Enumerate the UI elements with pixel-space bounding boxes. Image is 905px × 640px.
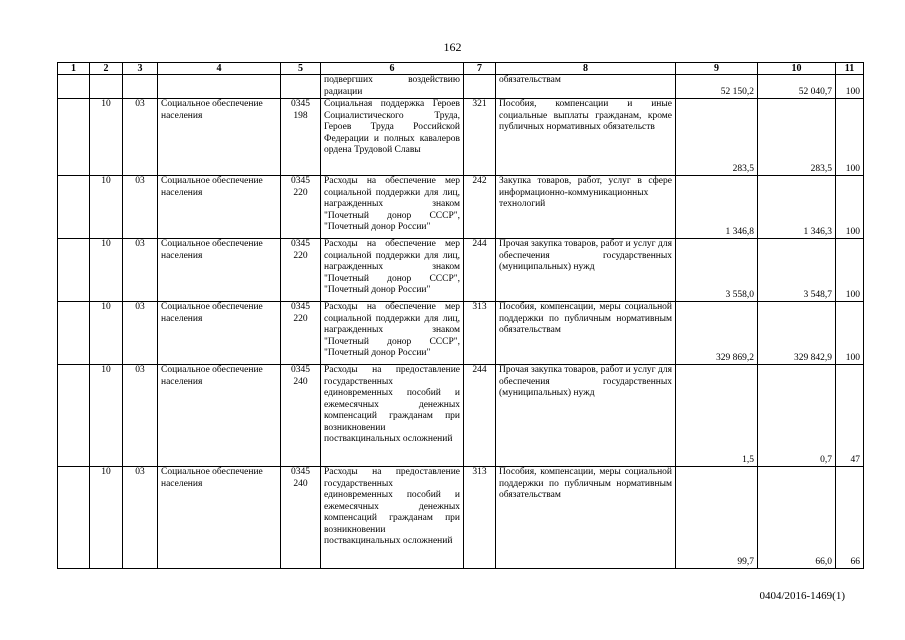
cell-target-code: 0345 198 — [281, 99, 321, 176]
cell-section: 10 — [90, 302, 123, 365]
header-cell: 9 — [676, 63, 758, 75]
table-row — [58, 75, 864, 99]
cell-expense-code: 244 — [464, 365, 496, 467]
cell-planned: 3 558,0 — [676, 239, 758, 302]
cell-percent: 66 — [836, 467, 864, 569]
cell-percent: 100 — [836, 75, 864, 99]
cell-target-code: 0345 220 — [281, 176, 321, 239]
cell-executed: 329 842,9 — [758, 302, 836, 365]
cell-section-name: Социальное обеспечение населения — [158, 176, 281, 239]
cell-target-code: 0345 220 — [281, 239, 321, 302]
cell-expense-code: 321 — [464, 99, 496, 176]
cell-expense-name: Закупка товаров, работ, услуг в сфере информационно-коммуникационных технологий — [496, 176, 676, 239]
cell-col1 — [58, 99, 90, 176]
header-cell: 8 — [496, 63, 676, 75]
cell-col1 — [58, 75, 90, 99]
cell-expense-code: 242 — [464, 176, 496, 239]
cell-target-name: подвергших воздействию радиации — [321, 75, 464, 99]
header-cell: 1 — [58, 63, 90, 75]
table-row — [58, 365, 864, 467]
budget-table — [57, 62, 864, 569]
cell-target-code: 0345 220 — [281, 302, 321, 365]
cell-expense-name: Пособия, компенсации, меры социальной поддержки по публичным нормативным обязательствам — [496, 467, 676, 569]
cell-section-name: Социальное обеспечение населения — [158, 302, 281, 365]
table-row — [58, 176, 864, 239]
cell-section: 10 — [90, 99, 123, 176]
table-row — [58, 302, 864, 365]
cell-expense-name: обязательствам — [496, 75, 676, 99]
cell-col1 — [58, 302, 90, 365]
cell-executed: 66,0 — [758, 467, 836, 569]
header-cell: 11 — [836, 63, 864, 75]
cell-expense-code — [464, 75, 496, 99]
cell-subsection: 03 — [123, 302, 158, 365]
cell-col1 — [58, 239, 90, 302]
table-row — [58, 99, 864, 176]
cell-expense-name: Пособия, компенсации, меры социальной поддержки по публичным нормативным обязательствам — [496, 302, 676, 365]
cell-percent: 100 — [836, 176, 864, 239]
cell-section: 10 — [90, 467, 123, 569]
cell-executed: 52 040,7 — [758, 75, 836, 99]
cell-expense-name: Прочая закупка товаров, работ и услуг для обеспечения государственных (муниципальных) нужд — [496, 365, 676, 467]
header-cell: 10 — [758, 63, 836, 75]
header-cell: 6 — [321, 63, 464, 75]
cell-expense-code: 313 — [464, 467, 496, 569]
cell-section-name: Социальное обеспечение населения — [158, 239, 281, 302]
cell-target-name: Расходы на предоставление государственных единовременных пособий и ежемесячных денежных компенсаций гражданам при возникновении поствакцинальных осложнений — [321, 365, 464, 467]
cell-target-name: Расходы на обеспечение мер социальной поддержки для лиц, награжденных знаком "Почетный донор СССР", "Почетный донор России" — [321, 302, 464, 365]
cell-target-name: Социальная поддержка Героев Социалистического Труда, Героев Труда Российской Федерации и полных кавалеров ордена Трудовой Славы — [321, 99, 464, 176]
cell-subsection — [123, 75, 158, 99]
cell-planned: 52 150,2 — [676, 75, 758, 99]
cell-percent: 100 — [836, 239, 864, 302]
cell-planned: 329 869,2 — [676, 302, 758, 365]
cell-section-name — [158, 75, 281, 99]
cell-subsection: 03 — [123, 365, 158, 467]
cell-target-code: 0345 240 — [281, 365, 321, 467]
cell-subsection: 03 — [123, 99, 158, 176]
header-cell: 3 — [123, 63, 158, 75]
cell-expense-name: Пособия, компенсации и иные социальные выплаты гражданам, кроме публичных нормативных обязательств — [496, 99, 676, 176]
cell-target-name: Расходы на обеспечение мер социальной поддержки для лиц, награжденных знаком "Почетный донор СССР", "Почетный донор России" — [321, 239, 464, 302]
table-row — [58, 239, 864, 302]
cell-subsection: 03 — [123, 239, 158, 302]
cell-percent: 100 — [836, 99, 864, 176]
header-row — [58, 63, 864, 75]
cell-section: 10 — [90, 176, 123, 239]
cell-target-name: Расходы на обеспечение мер социальной поддержки для лиц, награжденных знаком "Почетный донор СССР", "Почетный донор России" — [321, 176, 464, 239]
cell-subsection: 03 — [123, 467, 158, 569]
cell-executed: 1 346,3 — [758, 176, 836, 239]
cell-section — [90, 75, 123, 99]
table-row — [58, 467, 864, 569]
cell-planned: 1,5 — [676, 365, 758, 467]
cell-target-name: Расходы на предоставление государственных единовременных пособий и ежемесячных денежных компенсаций гражданам при возникновении поствакцинальных осложнений — [321, 467, 464, 569]
header-cell: 4 — [158, 63, 281, 75]
cell-section-name: Социальное обеспечение населения — [158, 99, 281, 176]
cell-executed: 3 548,7 — [758, 239, 836, 302]
cell-percent: 47 — [836, 365, 864, 467]
cell-planned: 283,5 — [676, 99, 758, 176]
cell-section-name: Социальное обеспечение населения — [158, 467, 281, 569]
cell-subsection: 03 — [123, 176, 158, 239]
header-cell: 5 — [281, 63, 321, 75]
document-code: 0404/2016-1469(1) — [759, 590, 845, 602]
header-cell: 2 — [90, 63, 123, 75]
header-cell: 7 — [464, 63, 496, 75]
cell-col1 — [58, 176, 90, 239]
cell-section-name: Социальное обеспечение населения — [158, 365, 281, 467]
cell-planned: 99,7 — [676, 467, 758, 569]
cell-expense-code: 244 — [464, 239, 496, 302]
cell-expense-name: Прочая закупка товаров, работ и услуг для обеспечения государственных (муниципальных) нужд — [496, 239, 676, 302]
cell-executed: 0,7 — [758, 365, 836, 467]
cell-target-code — [281, 75, 321, 99]
cell-expense-code: 313 — [464, 302, 496, 365]
cell-planned: 1 346,8 — [676, 176, 758, 239]
cell-section: 10 — [90, 365, 123, 467]
cell-executed: 283,5 — [758, 99, 836, 176]
cell-section: 10 — [90, 239, 123, 302]
cell-percent: 100 — [836, 302, 864, 365]
cell-target-code: 0345 240 — [281, 467, 321, 569]
page-number: 162 — [443, 40, 462, 54]
cell-col1 — [58, 467, 90, 569]
cell-col1 — [58, 365, 90, 467]
